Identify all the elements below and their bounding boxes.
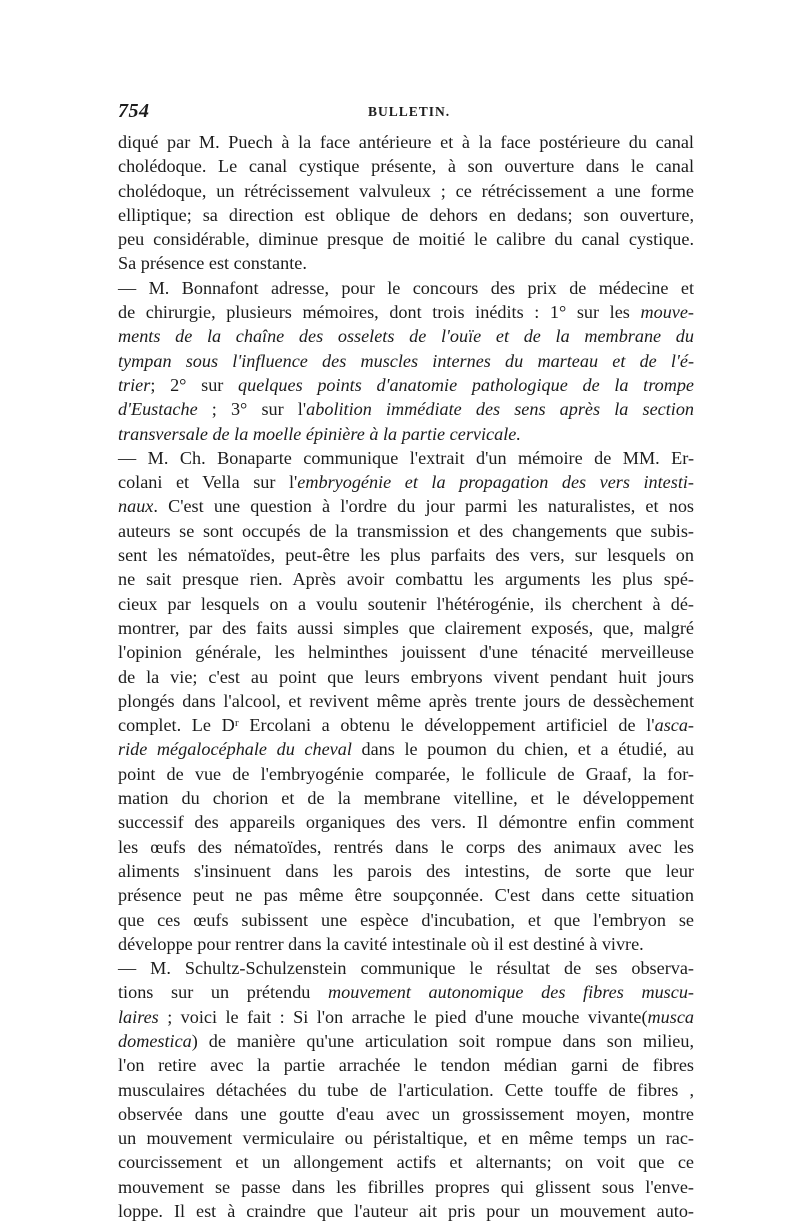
text-line (118, 616, 694, 640)
italic-text: d'Eustache (118, 399, 198, 420)
text-segment: complet. Le Dʳ Ercolani a obtenu le développement artificiel de l' (118, 715, 655, 736)
text-line (118, 349, 694, 373)
text-segment: peu considérable, diminue presque de moitié le calibre du canal cystique. (118, 229, 694, 250)
text-segment: cholédoque. Le canal cystique présente, à son ouverture dans le canal (118, 156, 694, 177)
text-segment: mouvement se passe dans les fibrilles propres qui glissent sous l'enve- (118, 1176, 694, 1197)
text-segment: ; 3° sur l' (197, 399, 307, 420)
text-line (118, 130, 694, 154)
text-line (118, 324, 694, 348)
body-text (118, 130, 694, 1223)
text-segment: l'on retire avec la partie arrachée le tendon médian garni de fibres (118, 1055, 694, 1076)
text-segment: diqué par M. Puech à la face antérieure et à la face postérieure du canal (118, 132, 694, 152)
text-line (118, 494, 694, 518)
italic-text: domestica (118, 1030, 192, 1051)
italic-text: ments de la chaîne des osselets de l'ouïe et de la membrane du (118, 326, 694, 347)
page-number: 754 (118, 100, 150, 122)
italic-text: tympan sous l'influence des muscles internes du marteau et de l'é- (118, 350, 694, 371)
text-line (118, 373, 694, 397)
text-line (118, 203, 694, 227)
text-segment: elliptique; sa direction est oblique de dehors en dedans; son ouverture, (118, 204, 694, 225)
italic-text: embryogénie et la propagation des vers intesti- (297, 472, 694, 493)
text-line (118, 665, 694, 689)
text-line (118, 1126, 694, 1150)
text-line (118, 179, 694, 203)
text-line (118, 810, 694, 834)
text-segment: cholédoque, un rétrécissement valvuleux ; ce rétrécissement a une forme (118, 180, 694, 201)
text-segment: — M. Bonnafont adresse, pour le concours des prix de médecine et (118, 277, 694, 298)
text-segment: musculaires détachées du tube de l'articulation. Cette touffe de fibres , (118, 1079, 694, 1100)
text-segment: . C'est une question à l'ordre du jour parmi les naturalistes, et nos (153, 496, 694, 517)
text-segment: successif des appareils organiques des vers. Il démontre enfin comment (118, 812, 694, 833)
text-segment: l'opinion générale, les helminthes jouissent d'une ténacité merveilleuse (118, 642, 694, 663)
text-line (118, 1029, 694, 1053)
text-line (118, 859, 694, 883)
text-line (118, 251, 694, 275)
text-segment: de chirurgie, plusieurs mémoires, dont trois inédits : 1° sur les (118, 302, 641, 323)
text-line (118, 1199, 694, 1223)
italic-text: naux (118, 496, 154, 517)
italic-text: asca- (654, 715, 694, 736)
text-line (118, 470, 694, 494)
text-line (118, 1175, 694, 1199)
text-segment: que ces œufs subissent une espèce d'incubation, et que l'embryon se (118, 909, 694, 930)
text-line (118, 1053, 694, 1077)
text-line (118, 713, 694, 737)
text-segment: ne sait presque rien. Après avoir combattu les arguments les plus spé- (118, 569, 694, 590)
text-line (118, 1150, 694, 1174)
text-segment: sent les nématoïdes, peut-être les plus parfaits des vers, sur lesquels on (118, 545, 694, 566)
text-line (118, 689, 694, 713)
text-line (118, 276, 694, 300)
text-segment: présence peut ne pas même être soupçonnée. C'est dans cette situation (118, 885, 694, 906)
text-segment: colani et Vella sur l' (118, 472, 298, 493)
italic-text: mouvement autonomique des fibres muscu- (328, 982, 694, 1003)
italic-text: laires (118, 1006, 159, 1027)
text-segment: de la vie; c'est au point que leurs embryons vivent pendant huit jours (118, 666, 694, 687)
italic-text: musca (647, 1006, 694, 1027)
text-line (118, 883, 694, 907)
text-line (118, 1102, 694, 1126)
text-line (118, 835, 694, 859)
text-segment: Sa présence est constante. (118, 253, 307, 274)
text-segment: — M. Schultz-Schulzenstein communique le résultat de ses observa- (118, 958, 694, 979)
text-line (118, 640, 694, 664)
text-segment: les œufs des nématoïdes, rentrés dans le corps des animaux avec les (118, 836, 694, 857)
text-line (118, 567, 694, 591)
text-segment: auteurs se sont occupés de la transmission et des changements que subis- (118, 520, 694, 541)
italic-text: transversale de la moelle épinière à la partie cervicale. (118, 423, 521, 444)
italic-text: abolition immédiate des sens après la section (306, 399, 695, 420)
text-line (118, 227, 694, 251)
text-line (118, 397, 694, 421)
text-line (118, 300, 694, 324)
text-line (118, 762, 694, 786)
text-segment: mation du chorion et de la membrane vitelline, et le développement (118, 788, 694, 809)
text-line (118, 154, 694, 178)
text-line (118, 932, 694, 956)
text-line (118, 543, 694, 567)
italic-text: trier (118, 374, 151, 395)
italic-text: ride mégalocéphale du cheval (118, 739, 352, 760)
document-page (118, 98, 694, 1223)
text-segment: ; voici le fait : Si l'on arrache le pied d'une mouche vivante( (158, 1006, 648, 1027)
text-segment: cieux par lesquels on a voulu soutenir l'hétérogénie, ils cherchent à dé- (118, 593, 694, 614)
text-segment: loppe. Il est à craindre que l'auteur ait pris pour un mouvement auto- (118, 1201, 694, 1222)
text-segment: montrer, par des faits aussi simples que clairement exposés, que, malgré (118, 617, 694, 638)
text-line (118, 592, 694, 616)
text-line (118, 786, 694, 810)
text-segment: observée dans une goutte d'eau avec un grossissement moyen, montre (118, 1103, 694, 1124)
text-line (118, 446, 694, 470)
text-segment: tions sur un prétendu (118, 982, 329, 1003)
text-line (118, 908, 694, 932)
text-segment: plongés dans l'alcool, et revivent même après trente jours de dessèchement (118, 690, 694, 711)
italic-text: mouve- (640, 302, 694, 323)
text-segment: un mouvement vermiculaire ou péristaltique, et en même temps un rac- (118, 1128, 694, 1149)
text-segment: point de vue de l'embryogénie comparée, le follicule de Graaf, la for- (118, 763, 694, 784)
italic-text: quelques points d'anatomie pathologique de la trompe (238, 374, 694, 395)
text-segment: développe pour rentrer dans la cavité intestinale où il est destiné à vivre. (118, 933, 644, 954)
text-line (118, 422, 694, 446)
text-segment: courcissement et un allongement actifs et alternants; on voit que ce (118, 1152, 694, 1173)
text-segment: dans le poumon du chien, et a étudié, au (351, 739, 694, 760)
text-segment: ) de manière qu'une articulation soit rompue dans son milieu, (191, 1030, 694, 1051)
text-segment: aliments s'insinuent dans les parois des intestins, de sorte que leur (118, 860, 694, 881)
text-line (118, 1078, 694, 1102)
text-line (118, 1005, 694, 1029)
text-line (118, 519, 694, 543)
text-line (118, 980, 694, 1004)
text-segment: — M. Ch. Bonaparte communique l'extrait d'un mémoire de MM. Er- (118, 447, 694, 468)
page-header (118, 98, 694, 128)
text-line (118, 737, 694, 761)
text-line (118, 956, 694, 980)
text-segment: ; 2° sur (150, 374, 239, 395)
running-head: BULLETIN. (368, 104, 451, 119)
